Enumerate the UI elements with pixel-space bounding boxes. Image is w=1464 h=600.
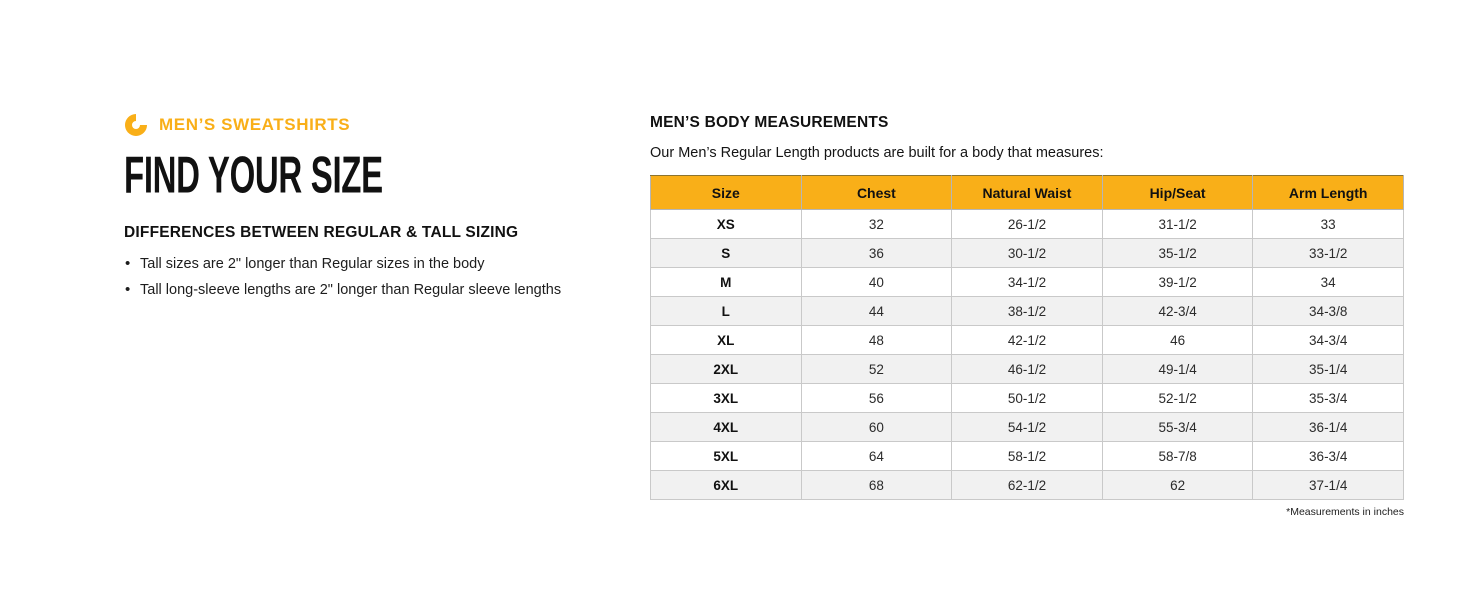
measurement-cell: 56 <box>801 384 952 413</box>
measurement-cell: 49-1/4 <box>1102 355 1253 384</box>
column-header: Natural Waist <box>952 176 1103 210</box>
measurement-cell: 36-3/4 <box>1253 442 1404 471</box>
intro-section <box>124 111 624 308</box>
table-row <box>651 326 1404 355</box>
measurement-cell: 42-3/4 <box>1102 297 1253 326</box>
page-title <box>124 145 624 205</box>
measurement-cell: 35-3/4 <box>1253 384 1404 413</box>
size-cell: 6XL <box>651 471 802 500</box>
table-row <box>651 442 1404 471</box>
measurement-cell: 32 <box>801 210 952 239</box>
measurement-cell: 62-1/2 <box>952 471 1103 500</box>
size-cell: 3XL <box>651 384 802 413</box>
measurement-cell: 64 <box>801 442 952 471</box>
table-row <box>651 384 1404 413</box>
column-header: Hip/Seat <box>1102 176 1253 210</box>
measurements-heading: MEN’S BODY MEASUREMENTS <box>650 114 889 131</box>
size-cell: 4XL <box>651 413 802 442</box>
page-title-text: FIND YOUR SIZE <box>124 145 383 205</box>
measurement-cell: 36-1/4 <box>1253 413 1404 442</box>
category-header <box>124 111 624 139</box>
table-row <box>651 355 1404 384</box>
measurements-footnote: *Measurements in inches <box>1286 506 1404 518</box>
column-header: Size <box>651 176 802 210</box>
measurement-cell: 46 <box>1102 326 1253 355</box>
table-header-row <box>651 176 1404 210</box>
column-header: Arm Length <box>1253 176 1404 210</box>
measurement-cell: 60 <box>801 413 952 442</box>
size-cell: L <box>651 297 802 326</box>
measurement-cell: 26-1/2 <box>952 210 1103 239</box>
size-cell: 2XL <box>651 355 802 384</box>
measurement-cell: 34 <box>1253 268 1404 297</box>
measurement-cell: 34-3/8 <box>1253 297 1404 326</box>
carhartt-c-logo-icon <box>124 112 148 138</box>
size-cell: 5XL <box>651 442 802 471</box>
measurement-cell: 33-1/2 <box>1253 239 1404 268</box>
measurements-intro: Our Men’s Regular Length products are built for a body that measures: <box>650 145 1104 161</box>
size-cell: XL <box>651 326 802 355</box>
measurement-cell: 40 <box>801 268 952 297</box>
sizing-differences-heading: DIFFERENCES BETWEEN REGULAR & TALL SIZING <box>124 224 519 241</box>
list-item: • Tall long-sleeve lengths are 2" longer than Regular sleeve lengths <box>124 282 624 298</box>
measurement-cell: 30-1/2 <box>952 239 1103 268</box>
size-cell: M <box>651 268 802 297</box>
measurement-cell: 62 <box>1102 471 1253 500</box>
measurement-cell: 33 <box>1253 210 1404 239</box>
measurement-cell: 44 <box>801 297 952 326</box>
measurement-cell: 68 <box>801 471 952 500</box>
measurement-cell: 34-1/2 <box>952 268 1103 297</box>
measurement-cell: 34-3/4 <box>1253 326 1404 355</box>
measurement-cell: 55-3/4 <box>1102 413 1253 442</box>
size-cell: S <box>651 239 802 268</box>
measurement-cell: 58-1/2 <box>952 442 1103 471</box>
table-row <box>651 210 1404 239</box>
table-row <box>651 268 1404 297</box>
measurement-cell: 52-1/2 <box>1102 384 1253 413</box>
measurement-cell: 35-1/4 <box>1253 355 1404 384</box>
measurement-cell: 35-1/2 <box>1102 239 1253 268</box>
measurement-cell: 52 <box>801 355 952 384</box>
measurement-cell: 42-1/2 <box>952 326 1103 355</box>
measurement-cell: 31-1/2 <box>1102 210 1253 239</box>
body-measurements-table <box>650 175 1404 500</box>
measurement-cell: 50-1/2 <box>952 384 1103 413</box>
measurement-cell: 46-1/2 <box>952 355 1103 384</box>
measurement-cell: 37-1/4 <box>1253 471 1404 500</box>
table-row <box>651 471 1404 500</box>
measurement-cell: 38-1/2 <box>952 297 1103 326</box>
table-row <box>651 297 1404 326</box>
measurement-cell: 39-1/2 <box>1102 268 1253 297</box>
measurement-cell: 54-1/2 <box>952 413 1103 442</box>
measurements-section <box>650 114 1404 518</box>
column-header: Chest <box>801 176 952 210</box>
measurement-cell: 58-7/8 <box>1102 442 1253 471</box>
measurement-cell: 36 <box>801 239 952 268</box>
measurement-cell: 48 <box>801 326 952 355</box>
size-cell: XS <box>651 210 802 239</box>
list-item: • Tall sizes are 2" longer than Regular sizes in the body <box>124 256 624 272</box>
table-row <box>651 239 1404 268</box>
table-row <box>651 413 1404 442</box>
sizing-notes-list <box>124 256 624 298</box>
category-label: MEN’S SWEATSHIRTS <box>159 115 351 134</box>
